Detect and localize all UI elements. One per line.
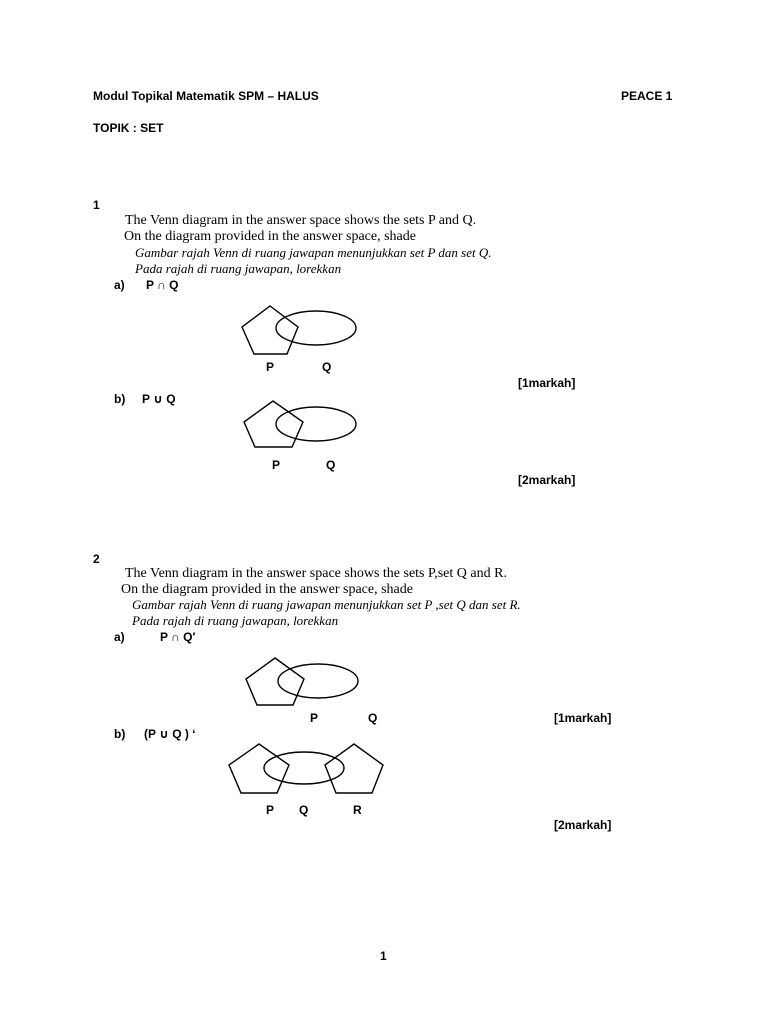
marks-label: [2markah] [518, 473, 576, 487]
page-number: 1 [380, 949, 387, 963]
document-title: Modul Topikal Matematik SPM – HALUS [93, 89, 319, 103]
marks-label: [1markah] [554, 711, 612, 725]
question-text-ms: Gambar rajah Venn di ruang jawapan menunjukkan set P dan set Q. [135, 245, 492, 260]
set-expression: P ∩ Q [146, 278, 179, 292]
venn-diagram [220, 735, 390, 805]
part-label: a) [114, 278, 125, 292]
question-number: 2 [93, 552, 100, 566]
question-instruction-ms: Pada rajah di ruang jawapan, lorekkan [132, 613, 339, 628]
set-label-q: Q [326, 458, 336, 472]
set-q-ellipse [278, 664, 358, 698]
question-text-ms: Gambar rajah Venn di ruang jawapan menunjukkan set P ,set Q dan set R. [132, 597, 521, 612]
set-q-ellipse [276, 311, 356, 345]
header-right-label: PEACE 1 [621, 89, 673, 103]
set-expression: P ∩ Q′ [160, 630, 196, 644]
set-label-p: P [272, 458, 281, 472]
set-p-pentagon [244, 401, 303, 447]
set-expression: (P ∪ Q ) ‘ [144, 727, 196, 741]
set-p-pentagon [229, 744, 289, 793]
part-label: b) [114, 727, 126, 741]
venn-diagram [230, 652, 370, 712]
part-label: b) [114, 392, 126, 406]
part-label: a) [114, 630, 125, 644]
topic-heading: TOPIK : SET [93, 121, 164, 135]
set-p-pentagon [246, 658, 304, 705]
set-label-p: P [266, 803, 275, 817]
question-number: 1 [93, 198, 100, 212]
set-expression: P ∪ Q [142, 392, 176, 406]
marks-label: [1markah] [518, 376, 576, 390]
set-label-q: Q [368, 711, 378, 725]
question-instruction-en: On the diagram provided in the answer space, shade [124, 229, 416, 244]
set-label-r: R [353, 803, 362, 817]
question-instruction-ms: Pada rajah di ruang jawapan, lorekkan [135, 261, 342, 276]
set-label-p: P [310, 711, 319, 725]
venn-diagram [230, 395, 370, 455]
venn-diagram [230, 300, 370, 360]
question-text-en: The Venn diagram in the answer space shows the sets P,set Q and R. [125, 566, 507, 581]
set-q-ellipse [264, 752, 344, 784]
set-label-q: Q [299, 803, 309, 817]
question-text-en: The Venn diagram in the answer space shows the sets P and Q. [125, 213, 477, 228]
set-p-pentagon [242, 306, 298, 354]
set-r-pentagon [325, 744, 383, 793]
question-instruction-en: On the diagram provided in the answer space, shade [121, 582, 413, 597]
set-q-ellipse [276, 407, 356, 441]
set-label-p: P [266, 360, 275, 374]
set-label-q: Q [322, 360, 332, 374]
marks-label: [2markah] [554, 818, 612, 832]
